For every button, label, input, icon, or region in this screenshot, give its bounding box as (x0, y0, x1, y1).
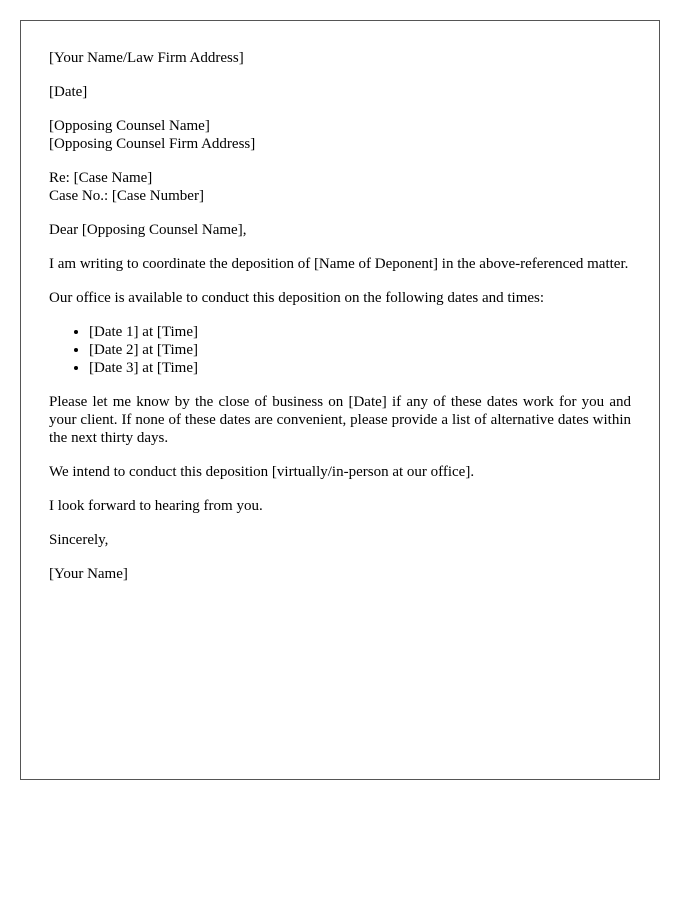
salutation: Dear [Opposing Counsel Name], (49, 222, 247, 238)
body-paragraph-format: We intend to conduct this deposition [virtually/in-person at our office]. (49, 464, 475, 480)
recipient-name: [Opposing Counsel Name] (49, 118, 210, 134)
list-item: • [Date 1] at [Time] (89, 323, 631, 341)
signature: [Your Name] (49, 566, 128, 582)
reference-block (49, 169, 631, 205)
sender-address: [Your Name/Law Firm Address] (49, 50, 244, 66)
letter-page (20, 20, 660, 780)
recipient-block (49, 117, 631, 153)
body-paragraph-response-request: Please let me know by the close of business on [Date] if any of these dates work for you and your client. If none of these dates are convenient, please provide a list of alternative dates within the next thirty days. (49, 394, 631, 446)
body-paragraph-closing-remark: I look forward to hearing from you. (49, 498, 263, 514)
list-item: • [Date 3] at [Time] (89, 359, 631, 377)
letter-date: [Date] (49, 84, 88, 100)
case-name: Re: [Case Name] (49, 170, 153, 186)
case-number: Case No.: [Case Number] (49, 188, 204, 204)
body-paragraph-availability: Our office is available to conduct this deposition on the following dates and times: (49, 290, 545, 306)
closing: Sincerely, (49, 532, 109, 548)
recipient-address: [Opposing Counsel Firm Address] (49, 136, 256, 152)
list-item: • [Date 2] at [Time] (89, 341, 631, 359)
date-options-list (49, 323, 631, 377)
body-paragraph-intro: I am writing to coordinate the deposition of [Name of Deponent] in the above-referenced matter. (49, 256, 629, 272)
